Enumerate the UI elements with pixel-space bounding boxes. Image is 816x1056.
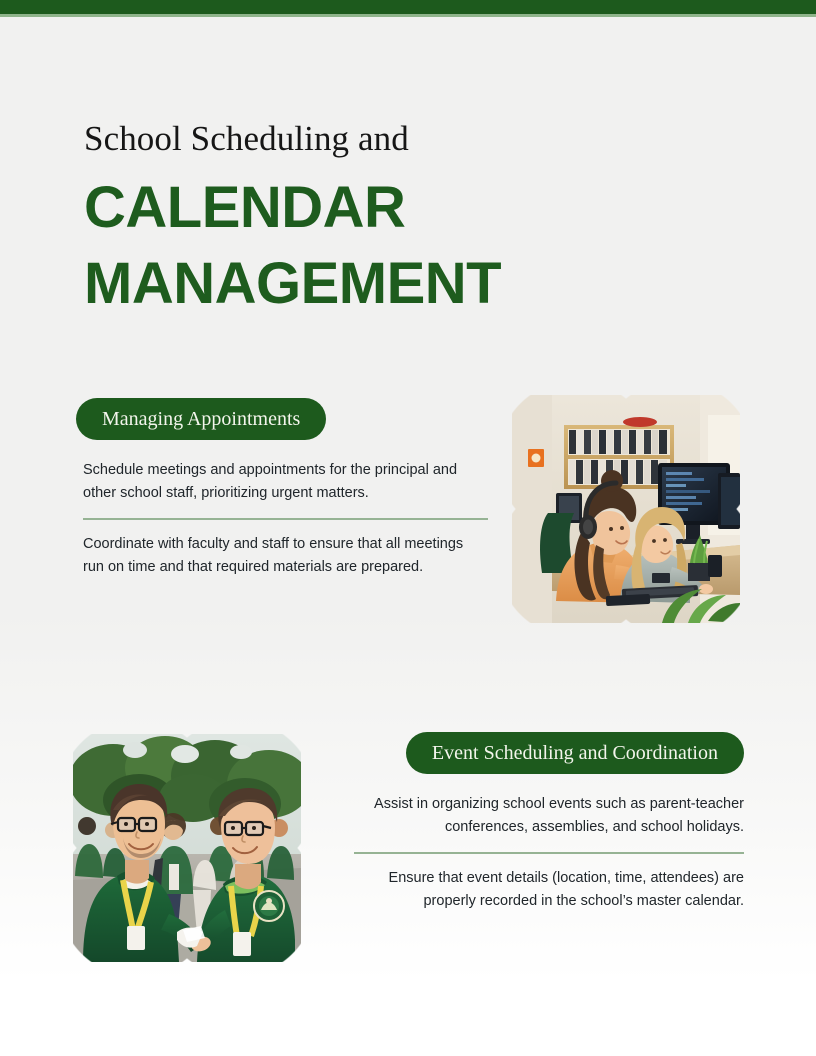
page-title-main xyxy=(84,170,724,322)
page-title-line-3: MANAGEMENT xyxy=(84,251,502,316)
section-appointments-text-column xyxy=(76,398,488,579)
students-outdoors-photo xyxy=(73,734,301,962)
page-title xyxy=(84,116,724,322)
section-events-image-column xyxy=(73,734,301,962)
section-events-divider xyxy=(354,852,744,854)
section-appointments-body xyxy=(76,459,488,579)
students-at-computers-photo xyxy=(512,395,740,623)
top-accent-bar xyxy=(0,0,816,14)
section-appointments-image-column xyxy=(512,395,740,623)
section-events-body xyxy=(340,793,744,913)
section-appointments-paragraph-1: Schedule meetings and appointments for the principal and other school staff, prioritizing urgent matters. xyxy=(83,462,458,501)
section-appointments-divider xyxy=(83,518,488,520)
section-appointments-paragraph-2: Coordinate with faculty and staff to ensure that all meetings run on time and that required materials are prepared. xyxy=(83,536,464,575)
page-title-line-2: CALENDAR xyxy=(84,175,406,240)
section-events-badge: Event Scheduling and Coordination xyxy=(406,732,744,774)
top-accent-bar-underline xyxy=(0,14,816,17)
section-events-paragraph-2: Ensure that event details (location, time, attendees) are properly recorded in the school’s master calendar. xyxy=(388,870,744,909)
page-title-line-1: School Scheduling and xyxy=(84,119,409,158)
section-events-text-column xyxy=(340,732,744,913)
section-events-paragraph-1: Assist in organizing school events such as parent-teacher conferences, assemblies, and school holidays. xyxy=(374,796,744,835)
section-appointments-badge: Managing Appointments xyxy=(76,398,326,440)
